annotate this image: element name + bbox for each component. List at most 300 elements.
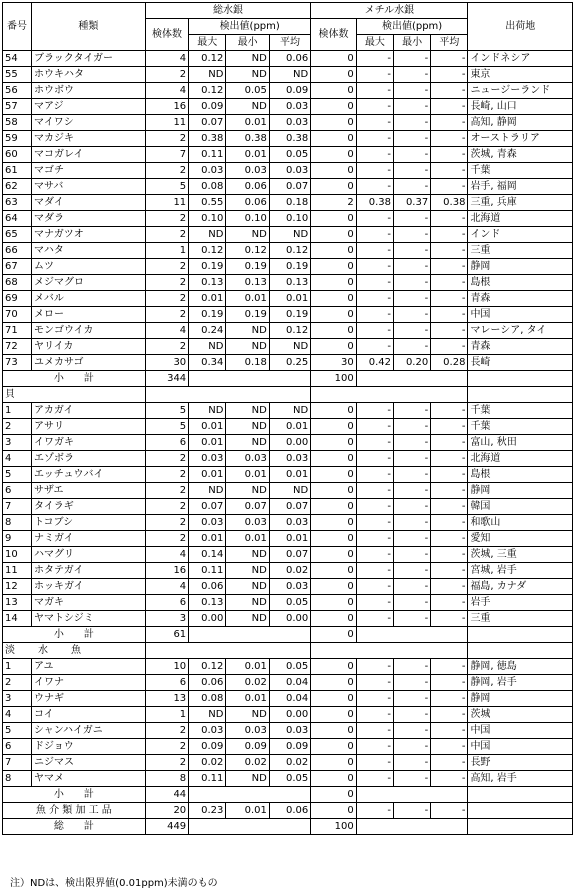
table-row xyxy=(3,755,573,771)
table-row xyxy=(3,243,573,259)
cell-total-avg: 0.03 xyxy=(269,723,310,739)
cell-methyl-count: 0 xyxy=(311,755,357,771)
header-methyl-avg: 平均 xyxy=(431,35,468,51)
cell-methyl-avg: - xyxy=(431,691,468,707)
cell-methyl-min: - xyxy=(393,227,430,243)
cell-total-count: 2 xyxy=(145,739,188,755)
cell-methyl-count: 0 xyxy=(311,131,357,147)
cell-methyl-max: - xyxy=(356,419,393,435)
cell-total-count: 11 xyxy=(145,115,188,131)
cell-total-avg: 0.07 xyxy=(269,499,310,515)
cell-methyl-avg: - xyxy=(431,595,468,611)
cell-methyl-count: 0 xyxy=(311,243,357,259)
cell-origin: 茨城, 三重 xyxy=(468,547,573,563)
cell-no: 3 xyxy=(3,435,32,451)
cell-total-count: 16 xyxy=(145,99,188,115)
cell-methyl-max: - xyxy=(356,99,393,115)
cell-methyl-max: - xyxy=(356,83,393,99)
header-methyl-max: 最大 xyxy=(356,35,393,51)
cell-no: 2 xyxy=(3,419,32,435)
cell-no: 57 xyxy=(3,99,32,115)
cell-methyl-count: 0 xyxy=(311,739,357,755)
cell-total-max: 0.11 xyxy=(189,147,226,163)
cell-total-count: 2 xyxy=(145,227,188,243)
cell-methyl-max: - xyxy=(356,179,393,195)
cell-total-min: 0.19 xyxy=(226,259,269,275)
cell-methyl-avg: - xyxy=(431,67,468,83)
cell-no: 56 xyxy=(3,83,32,99)
cell-kind: ハマグリ xyxy=(31,547,145,563)
cell-methyl-min: - xyxy=(393,707,430,723)
cell-kind: マナガツオ xyxy=(31,227,145,243)
table-row xyxy=(3,531,573,547)
cell-methyl-min: - xyxy=(393,675,430,691)
cell-methyl-count: 0 xyxy=(311,563,357,579)
cell-methyl-min: - xyxy=(393,547,430,563)
cell-methyl-max: 0.42 xyxy=(356,355,393,371)
cell-total-min: ND xyxy=(226,419,269,435)
cell-total-avg: 0.05 xyxy=(269,147,310,163)
cell-total-max: 0.19 xyxy=(189,307,226,323)
cell-methyl-avg: - xyxy=(431,259,468,275)
table-row xyxy=(3,547,573,563)
cell-methyl-max: 0.38 xyxy=(356,195,393,211)
cell-total-max: 0.07 xyxy=(189,115,226,131)
cell-origin: マレーシア, タイ xyxy=(468,323,573,339)
cell-methyl-max: - xyxy=(356,595,393,611)
cell-origin: 青森 xyxy=(468,291,573,307)
processed-origin xyxy=(468,803,573,819)
cell-kind: タイラギ xyxy=(31,499,145,515)
cell-total-count: 1 xyxy=(145,243,188,259)
cell-total-max: 0.08 xyxy=(189,691,226,707)
cell-methyl-avg: - xyxy=(431,659,468,675)
cell-methyl-avg: - xyxy=(431,755,468,771)
cell-methyl-avg: - xyxy=(431,275,468,291)
table-row xyxy=(3,723,573,739)
cell-kind: イワナ xyxy=(31,675,145,691)
cell-total-max: 0.38 xyxy=(189,131,226,147)
processed-count: 20 xyxy=(145,803,188,819)
cell-no: 11 xyxy=(3,563,32,579)
cell-total-count: 2 xyxy=(145,291,188,307)
cell-origin: 静岡 xyxy=(468,259,573,275)
table-row xyxy=(3,611,573,627)
cell-origin: 島根 xyxy=(468,275,573,291)
cell-methyl-min: - xyxy=(393,131,430,147)
cell-total-count: 16 xyxy=(145,563,188,579)
cell-no: 12 xyxy=(3,579,32,595)
cell-no: 69 xyxy=(3,291,32,307)
cell-methyl-max: - xyxy=(356,467,393,483)
table-row xyxy=(3,275,573,291)
cell-no: 72 xyxy=(3,339,32,355)
cell-methyl-max: - xyxy=(356,531,393,547)
subtotal-total-count: 344 xyxy=(145,371,188,387)
cell-methyl-count: 0 xyxy=(311,435,357,451)
cell-methyl-avg: - xyxy=(431,179,468,195)
cell-methyl-min: - xyxy=(393,179,430,195)
cell-no: 1 xyxy=(3,659,32,675)
cell-origin: 岩手, 福岡 xyxy=(468,179,573,195)
cell-total-max: 0.12 xyxy=(189,51,226,67)
cell-total-avg: 0.05 xyxy=(269,595,310,611)
cell-total-avg: 0.38 xyxy=(269,131,310,147)
cell-methyl-avg: - xyxy=(431,419,468,435)
cell-no: 63 xyxy=(3,195,32,211)
cell-total-min: 0.01 xyxy=(226,115,269,131)
cell-methyl-max: - xyxy=(356,579,393,595)
cell-total-min: 0.01 xyxy=(226,467,269,483)
cell-total-avg: 0.03 xyxy=(269,579,310,595)
cell-origin: 北海道 xyxy=(468,211,573,227)
cell-methyl-min: - xyxy=(393,515,430,531)
processed-methyl-avg: - xyxy=(431,803,468,819)
cell-methyl-min: - xyxy=(393,419,430,435)
cell-total-avg: 0.01 xyxy=(269,419,310,435)
cell-methyl-count: 0 xyxy=(311,579,357,595)
cell-kind: エゾボラ xyxy=(31,451,145,467)
cell-methyl-min: - xyxy=(393,467,430,483)
cell-methyl-count: 0 xyxy=(311,179,357,195)
cell-total-max: ND xyxy=(189,67,226,83)
cell-methyl-max: - xyxy=(356,563,393,579)
cell-no: 59 xyxy=(3,131,32,147)
subtotal-blank xyxy=(356,627,468,643)
cell-no: 67 xyxy=(3,259,32,275)
table-row xyxy=(3,739,573,755)
cell-methyl-min: - xyxy=(393,211,430,227)
table-row xyxy=(3,307,573,323)
subtotal-blank xyxy=(468,787,573,803)
cell-methyl-avg: - xyxy=(431,51,468,67)
grand-total-row xyxy=(3,819,573,835)
cell-methyl-min: - xyxy=(393,595,430,611)
cell-methyl-max: - xyxy=(356,339,393,355)
cell-methyl-min: - xyxy=(393,579,430,595)
cell-origin: 千葉 xyxy=(468,163,573,179)
cell-total-avg: 0.05 xyxy=(269,771,310,787)
cell-total-count: 2 xyxy=(145,531,188,547)
cell-methyl-avg: - xyxy=(431,515,468,531)
header-total-max: 最大 xyxy=(189,35,226,51)
table-row xyxy=(3,691,573,707)
cell-methyl-count: 0 xyxy=(311,403,357,419)
cell-methyl-avg: - xyxy=(431,499,468,515)
header-kind: 種類 xyxy=(31,3,145,51)
cell-methyl-count: 0 xyxy=(311,659,357,675)
cell-kind: アユ xyxy=(31,659,145,675)
table-row xyxy=(3,195,573,211)
table-row xyxy=(3,259,573,275)
cell-total-avg: 0.04 xyxy=(269,675,310,691)
processed-methyl-min: - xyxy=(393,803,430,819)
cell-total-avg: 0.03 xyxy=(269,163,310,179)
cell-no: 66 xyxy=(3,243,32,259)
cell-total-avg: ND xyxy=(269,67,310,83)
cell-methyl-avg: - xyxy=(431,227,468,243)
table-row xyxy=(3,163,573,179)
cell-total-max: 0.02 xyxy=(189,755,226,771)
table-row xyxy=(3,515,573,531)
table-row xyxy=(3,659,573,675)
section-title-blank xyxy=(311,387,468,403)
cell-methyl-count: 2 xyxy=(311,195,357,211)
cell-methyl-count: 0 xyxy=(311,147,357,163)
header-methyl-detected: 検出値(ppm) xyxy=(356,19,468,35)
cell-origin: 福島, カナダ xyxy=(468,579,573,595)
cell-total-count: 2 xyxy=(145,451,188,467)
cell-total-max: ND xyxy=(189,339,226,355)
cell-total-avg: 0.03 xyxy=(269,115,310,131)
cell-total-count: 6 xyxy=(145,435,188,451)
cell-origin: 高知, 岩手 xyxy=(468,771,573,787)
cell-total-min: 0.03 xyxy=(226,515,269,531)
subtotal-label: 小 計 xyxy=(3,787,146,803)
cell-total-min: 0.10 xyxy=(226,211,269,227)
cell-origin: インドネシア xyxy=(468,51,573,67)
cell-kind: ホタテガイ xyxy=(31,563,145,579)
cell-kind: ヤマメ xyxy=(31,771,145,787)
cell-kind: マダラ xyxy=(31,211,145,227)
cell-methyl-max: - xyxy=(356,51,393,67)
subtotal-label: 小 計 xyxy=(3,371,146,387)
cell-methyl-min: - xyxy=(393,435,430,451)
cell-total-min: 0.02 xyxy=(226,755,269,771)
cell-total-avg: ND xyxy=(269,339,310,355)
table-row xyxy=(3,579,573,595)
cell-methyl-avg: - xyxy=(431,467,468,483)
cell-total-min: 0.05 xyxy=(226,83,269,99)
cell-methyl-max: - xyxy=(356,739,393,755)
cell-methyl-count: 0 xyxy=(311,323,357,339)
cell-total-count: 4 xyxy=(145,51,188,67)
cell-total-min: ND xyxy=(226,403,269,419)
cell-methyl-max: - xyxy=(356,323,393,339)
cell-no: 73 xyxy=(3,355,32,371)
processed-avg: 0.06 xyxy=(269,803,310,819)
cell-total-count: 2 xyxy=(145,275,188,291)
cell-total-max: 0.13 xyxy=(189,595,226,611)
cell-total-max: ND xyxy=(189,707,226,723)
cell-methyl-max: - xyxy=(356,259,393,275)
cell-no: 71 xyxy=(3,323,32,339)
processed-max: 0.23 xyxy=(189,803,226,819)
header-total-min: 最小 xyxy=(226,35,269,51)
cell-total-max: ND xyxy=(189,483,226,499)
cell-total-min: 0.01 xyxy=(226,291,269,307)
cell-methyl-min: 0.37 xyxy=(393,195,430,211)
cell-total-max: 0.03 xyxy=(189,515,226,531)
cell-total-count: 4 xyxy=(145,83,188,99)
cell-total-min: ND xyxy=(226,323,269,339)
cell-methyl-avg: - xyxy=(431,451,468,467)
cell-origin: 三重, 兵庫 xyxy=(468,195,573,211)
cell-origin: 富山, 秋田 xyxy=(468,435,573,451)
cell-kind: ムツ xyxy=(31,259,145,275)
table-row xyxy=(3,483,573,499)
cell-kind: マゴチ xyxy=(31,163,145,179)
cell-total-max: 0.12 xyxy=(189,243,226,259)
cell-methyl-avg: 0.38 xyxy=(431,195,468,211)
cell-total-avg: 0.09 xyxy=(269,83,310,99)
cell-total-count: 13 xyxy=(145,691,188,707)
subtotal-methyl-count: 0 xyxy=(311,627,357,643)
cell-total-min: 0.38 xyxy=(226,131,269,147)
cell-no: 10 xyxy=(3,547,32,563)
cell-total-min: 0.07 xyxy=(226,499,269,515)
cell-methyl-min: - xyxy=(393,483,430,499)
cell-total-count: 1 xyxy=(145,707,188,723)
cell-total-max: 0.55 xyxy=(189,195,226,211)
header-total-avg: 平均 xyxy=(269,35,310,51)
cell-total-avg: 0.03 xyxy=(269,99,310,115)
cell-methyl-max: - xyxy=(356,515,393,531)
cell-origin: 静岡 xyxy=(468,483,573,499)
cell-methyl-max: - xyxy=(356,115,393,131)
cell-total-avg: 0.00 xyxy=(269,707,310,723)
cell-methyl-max: - xyxy=(356,211,393,227)
cell-origin: 宮城, 岩手 xyxy=(468,563,573,579)
cell-origin: 愛知 xyxy=(468,531,573,547)
cell-methyl-min: - xyxy=(393,771,430,787)
cell-kind: メジマグロ xyxy=(31,275,145,291)
subtotal-total-count: 44 xyxy=(145,787,188,803)
cell-total-min: 0.09 xyxy=(226,739,269,755)
cell-total-avg: 0.00 xyxy=(269,611,310,627)
cell-total-count: 30 xyxy=(145,355,188,371)
cell-total-max: 0.01 xyxy=(189,419,226,435)
cell-methyl-count: 0 xyxy=(311,691,357,707)
cell-kind: マイワシ xyxy=(31,115,145,131)
cell-kind: イワガキ xyxy=(31,435,145,451)
cell-total-max: 0.01 xyxy=(189,467,226,483)
cell-total-count: 2 xyxy=(145,723,188,739)
cell-origin: 中国 xyxy=(468,739,573,755)
cell-total-min: 0.06 xyxy=(226,179,269,195)
cell-total-count: 2 xyxy=(145,211,188,227)
cell-methyl-max: - xyxy=(356,435,393,451)
processed-min: 0.01 xyxy=(226,803,269,819)
cell-total-max: 0.03 xyxy=(189,451,226,467)
section-title-blank xyxy=(468,387,573,403)
grand-total-blank xyxy=(356,819,468,835)
cell-methyl-min: - xyxy=(393,115,430,131)
cell-no: 14 xyxy=(3,611,32,627)
cell-total-count: 5 xyxy=(145,179,188,195)
subtotal-total-count: 61 xyxy=(145,627,188,643)
cell-methyl-max: - xyxy=(356,451,393,467)
cell-kind: モンゴウイカ xyxy=(31,323,145,339)
cell-total-max: 0.13 xyxy=(189,275,226,291)
cell-total-min: 0.06 xyxy=(226,195,269,211)
cell-methyl-count: 0 xyxy=(311,99,357,115)
cell-origin: インド xyxy=(468,227,573,243)
cell-methyl-avg: - xyxy=(431,723,468,739)
cell-methyl-min: - xyxy=(393,723,430,739)
cell-methyl-max: - xyxy=(356,659,393,675)
cell-total-max: 0.01 xyxy=(189,435,226,451)
cell-kind: ニジマス xyxy=(31,755,145,771)
cell-kind: マハタ xyxy=(31,243,145,259)
cell-total-avg: 0.18 xyxy=(269,195,310,211)
cell-total-avg: 0.10 xyxy=(269,211,310,227)
cell-total-max: 0.12 xyxy=(189,659,226,675)
cell-total-count: 4 xyxy=(145,323,188,339)
cell-kind: ヤマトシジミ xyxy=(31,611,145,627)
cell-methyl-min: - xyxy=(393,563,430,579)
section-title: 淡 水 魚 xyxy=(3,643,146,659)
cell-origin: 東京 xyxy=(468,67,573,83)
cell-total-count: 2 xyxy=(145,131,188,147)
cell-no: 64 xyxy=(3,211,32,227)
cell-total-count: 7 xyxy=(145,147,188,163)
cell-methyl-avg: - xyxy=(431,611,468,627)
cell-total-min: ND xyxy=(226,707,269,723)
cell-methyl-count: 0 xyxy=(311,419,357,435)
cell-total-min: 0.02 xyxy=(226,675,269,691)
subtotal-label: 小 計 xyxy=(3,627,146,643)
cell-no: 61 xyxy=(3,163,32,179)
cell-total-max: 0.06 xyxy=(189,579,226,595)
cell-methyl-avg: - xyxy=(431,483,468,499)
cell-total-min: 0.01 xyxy=(226,691,269,707)
header-total-detected: 検出値(ppm) xyxy=(189,19,311,35)
mercury-results-table xyxy=(2,2,573,835)
cell-total-count: 2 xyxy=(145,515,188,531)
cell-total-avg: 0.07 xyxy=(269,547,310,563)
cell-no: 7 xyxy=(3,499,32,515)
cell-methyl-count: 0 xyxy=(311,451,357,467)
cell-kind: メロー xyxy=(31,307,145,323)
cell-total-count: 2 xyxy=(145,339,188,355)
cell-origin: 長崎 xyxy=(468,355,573,371)
subtotal-row xyxy=(3,371,573,387)
cell-total-count: 2 xyxy=(145,163,188,179)
cell-methyl-min: - xyxy=(393,147,430,163)
cell-total-min: ND xyxy=(226,771,269,787)
cell-methyl-max: - xyxy=(356,275,393,291)
cell-methyl-max: - xyxy=(356,723,393,739)
cell-methyl-avg: - xyxy=(431,403,468,419)
cell-no: 4 xyxy=(3,707,32,723)
cell-no: 8 xyxy=(3,771,32,787)
processed-row xyxy=(3,803,573,819)
table-row xyxy=(3,291,573,307)
cell-methyl-max: - xyxy=(356,227,393,243)
cell-methyl-max: - xyxy=(356,131,393,147)
table-row xyxy=(3,179,573,195)
cell-total-max: 0.01 xyxy=(189,531,226,547)
cell-kind: ユメカサゴ xyxy=(31,355,145,371)
cell-methyl-max: - xyxy=(356,243,393,259)
cell-no: 7 xyxy=(3,755,32,771)
cell-total-avg: ND xyxy=(269,227,310,243)
cell-total-min: ND xyxy=(226,339,269,355)
table-row xyxy=(3,211,573,227)
cell-kind: ホッキガイ xyxy=(31,579,145,595)
cell-methyl-min: - xyxy=(393,83,430,99)
cell-total-max: 0.24 xyxy=(189,323,226,339)
cell-total-count: 4 xyxy=(145,547,188,563)
processed-methyl-count: 0 xyxy=(311,803,357,819)
cell-total-min: ND xyxy=(226,595,269,611)
cell-methyl-avg: - xyxy=(431,307,468,323)
cell-total-avg: 0.12 xyxy=(269,243,310,259)
cell-total-avg: ND xyxy=(269,483,310,499)
cell-origin: 茨城 xyxy=(468,707,573,723)
cell-total-avg: 0.07 xyxy=(269,179,310,195)
